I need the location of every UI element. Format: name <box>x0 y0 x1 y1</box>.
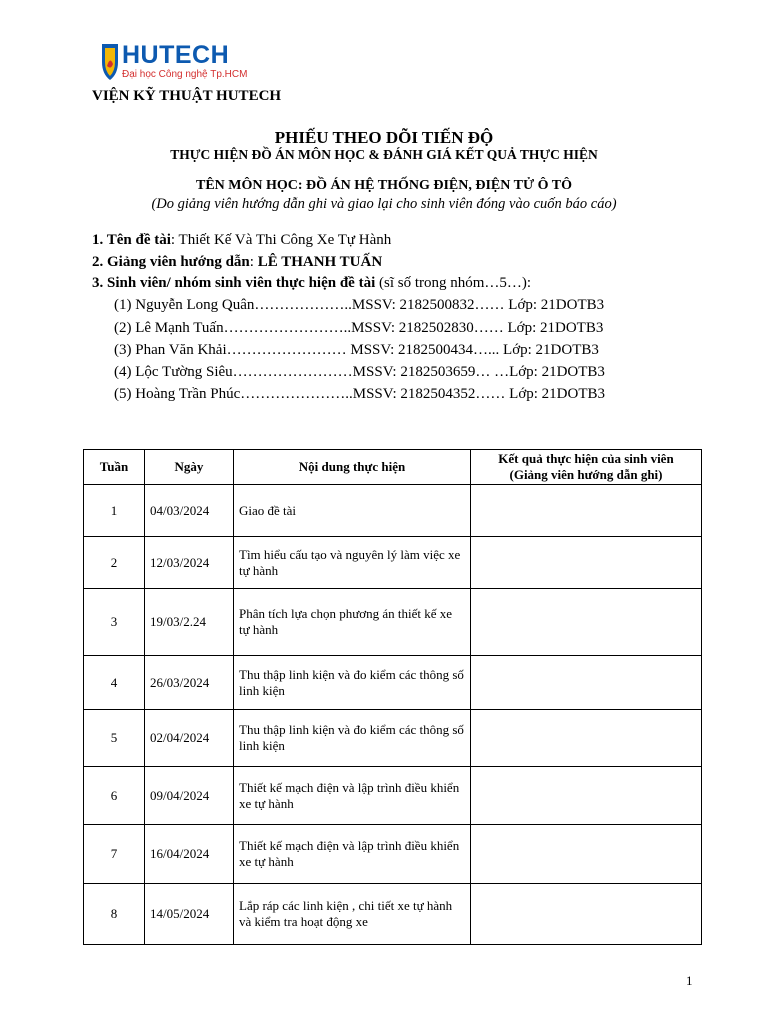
cell-week: 7 <box>84 825 145 884</box>
students-count: (sĩ số trong nhóm…5…): <box>375 275 532 291</box>
cell-result <box>471 884 702 945</box>
cell-date: 26/03/2024 <box>145 656 234 710</box>
table-row <box>84 825 702 884</box>
student-line: (4) Lộc Tường Siêu……………………MSSV: 2182503659… …Lớp: 21DOTB3 <box>114 364 605 380</box>
advisor-label: 2. Giảng viên hướng dẫn <box>92 254 250 270</box>
header-date: Ngày <box>145 450 234 485</box>
cell-content: Thu thập linh kiện và đo kiểm các thông số linh kiện <box>234 710 471 767</box>
topic-label: 1. Tên đề tài <box>92 232 171 248</box>
cell-result <box>471 710 702 767</box>
topic-line <box>92 232 391 249</box>
student-line: (5) Hoàng Trần Phúc…………………..MSSV: 2182504352…… Lớp: 21DOTB3 <box>114 386 606 402</box>
students-line <box>92 275 531 292</box>
student-line: (2) Lê Mạnh Tuấn……………………..MSSV: 2182502830…… Lớp: 21DOTB3 <box>114 320 604 336</box>
student-line: (3) Phan Văn Khải…………………… MSSV: 2182500434…... Lớp: 21DOTB3 <box>114 342 599 358</box>
cell-date: 04/03/2024 <box>145 485 234 537</box>
students-label: 3. Sinh viên/ nhóm sinh viên thực hiện đề tài <box>92 275 376 291</box>
cell-date: 14/05/2024 <box>145 884 234 945</box>
table-row <box>84 656 702 710</box>
cell-week: 8 <box>84 884 145 945</box>
topic-value: : Thiết Kế Và Thi Công Xe Tự Hành <box>170 232 392 248</box>
cell-date: 19/03/2.24 <box>145 589 234 656</box>
cell-content: Thiết kế mạch điện và lập trình điều khiển xe tự hành <box>234 767 471 825</box>
cell-week: 5 <box>84 710 145 767</box>
table-row <box>84 537 702 589</box>
header-result <box>471 450 702 485</box>
table-row <box>84 884 702 945</box>
cell-week: 2 <box>84 537 145 589</box>
course-title: TÊN MÔN HỌC: ĐỒ ÁN HỆ THỐNG ĐIỆN, ĐIỆN TỬ Ô TÔ <box>196 178 572 193</box>
cell-date: 16/04/2024 <box>145 825 234 884</box>
logo-subtitle: Đại học Công nghệ Tp.HCM <box>122 69 248 80</box>
cell-result <box>471 589 702 656</box>
institute-name: VIỆN KỸ THUẬT HUTECH <box>92 88 282 104</box>
student-line: (1) Nguyễn Long Quân………………..MSSV: 2182500832…… Lớp: 21DOTB3 <box>114 297 605 313</box>
table-row <box>84 710 702 767</box>
cell-result <box>471 825 702 884</box>
logo-text: HUTECH <box>122 41 230 69</box>
progress-table <box>83 449 702 945</box>
cell-date: 09/04/2024 <box>145 767 234 825</box>
cell-date: 02/04/2024 <box>145 710 234 767</box>
table-row <box>84 767 702 825</box>
cell-result <box>471 767 702 825</box>
cell-content: Thiết kế mạch điện và lập trình điều khiển xe tự hành <box>234 825 471 884</box>
table-row <box>84 589 702 656</box>
table-header-row <box>84 450 702 485</box>
cell-week: 6 <box>84 767 145 825</box>
form-subtitle: THỰC HIỆN ĐỒ ÁN MÔN HỌC & ĐÁNH GIÁ KẾT QUẢ THỰC HIỆN <box>170 147 598 162</box>
cell-content: Lắp ráp các linh kiện , chi tiết xe tự hành và kiểm tra hoạt động xe <box>234 884 471 945</box>
header-week: Tuần <box>84 450 145 485</box>
page-number: 1 <box>686 973 693 988</box>
header-content: Nội dung thực hiện <box>234 450 471 485</box>
header-result-line1: Kết quả thực hiện của sinh viên <box>498 451 674 466</box>
advisor-line: 2. Giảng viên hướng dẫn: LÊ THANH TUẤN <box>92 254 383 270</box>
cell-content: Tìm hiểu cấu tạo và nguyên lý làm việc xe tự hành <box>234 537 471 589</box>
cell-week: 1 <box>84 485 145 537</box>
cell-week: 4 <box>84 656 145 710</box>
header-result-line2: (Giảng viên hướng dẫn ghi) <box>509 467 663 482</box>
cell-content: Phân tích lựa chọn phương án thiết kế xe tự hành <box>234 589 471 656</box>
cell-week: 3 <box>84 589 145 656</box>
cell-result <box>471 656 702 710</box>
cell-result <box>471 537 702 589</box>
cell-date: 12/03/2024 <box>145 537 234 589</box>
form-title: PHIẾU THEO DÕI TIẾN ĐỘ <box>274 128 494 147</box>
table-row <box>84 485 702 537</box>
advisor-name: LÊ THANH TUẤN <box>257 254 383 270</box>
cell-content: Thu thập linh kiện và đo kiểm các thông số linh kiện <box>234 656 471 710</box>
cell-result <box>471 485 702 537</box>
cell-content: Giao đề tài <box>234 485 471 537</box>
form-note: (Do giảng viên hướng dẫn ghi và giao lại cho sinh viên đóng vào cuốn báo cáo) <box>151 196 617 212</box>
